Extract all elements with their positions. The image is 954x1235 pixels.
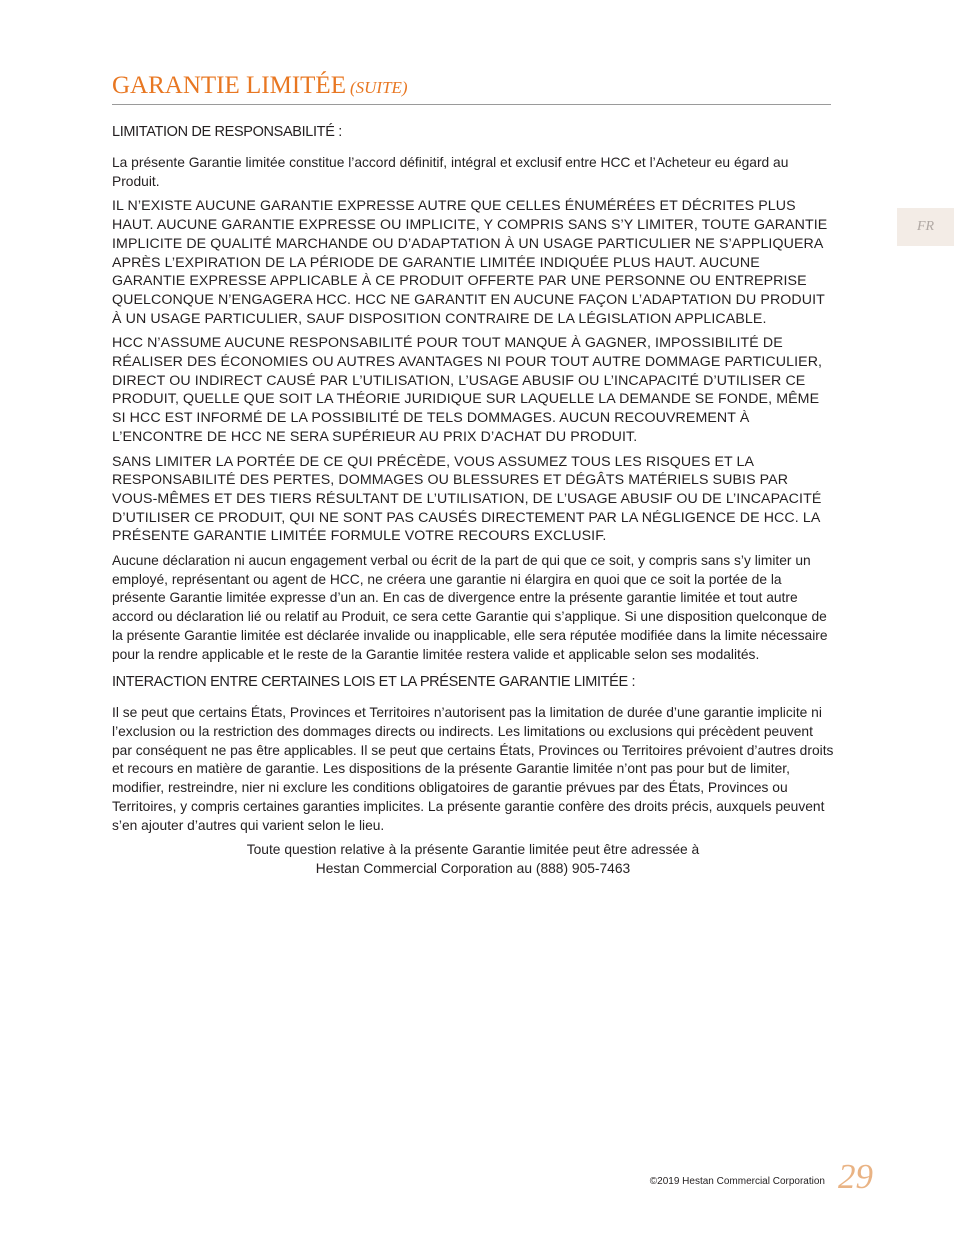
paragraph-no-declaration: Aucune déclaration ni aucun engagement verbal ou écrit de la part de qui que ce soit, y compris sans s’y limiter un employé, représentant ou agent de HCC, ne créera une garantie ni élargira en quoi que ce soit la portée de la présente Garantie limitée expresse d’un an. En cas de divergence entre la présente garantie limitée et tout autre accord ou déclaration lié ou relatif au Produit, ce sera cette Garantie qui s’applique. Si une disposition quelconque de la présente Garantie limitée est déclarée invalide ou inapplicable, elle sera réputée modifiée dans la limite nécessaire pour la rendre applicable et le reste de la Garantie limitée restera valide et applicable selon ses modalités. bbox=[112, 553, 828, 662]
paragraph-no-express-warranty: IL N’EXISTE AUCUNE GARANTIE EXPRESSE AUTRE QUE CELLES ÉNUMÉRÉES ET DÉCRITES PLUS HAUT. AUCUNE GARANTIE EXPRESSE OU IMPLICITE, Y COMPRIS SANS S’Y LIMITER, TOUTE GARANTIE IMPLICITE DE QUALITÉ MARCHANDE OU D’ADAPTATION À UN USAGE PARTICULIER NE S’APPLIQUERA APRÈS L’EXPIRATION DE LA PÉRIODE DE GARANTIE LIMITÉE INDIQUÉE PLUS HAUT. AUCUNE GARANTIE EXPRESSE APPLICABLE À CE PRODUIT OFFERTE PAR UNE PERSONNE OU ENTREPRISE QUELCONQUE N’ENGAGERA HCC. HCC NE GARANTIT EN AUCUNE FAÇON L’ADAPTATION DU PRODUIT À UN USAGE PARTICULIER, SAUF DISPOSITION CONTRAIRE DE LA LÉGISLATION APPLICABLE. bbox=[112, 198, 828, 327]
contact-info bbox=[112, 841, 834, 878]
paragraph-state-laws: Il se peut que certains États, Provinces et Territoires n’autorisent pas la limitation de durée d’une garantie implicite ni l’exclusion ou la restriction des dommages directs ou indirects. Les limitations ou exclusions qui précèdent peuvent par conséquent ne pas être applicables. Il se peut que certains États, Provinces ou Territoires prévoient d’autres droits et recours en matière de garantie. Les dispositions de la présente Garantie limitée n’ont pas pour but de limiter, modifier, restreindre, nier ni exclure les conditions obligatoires de garantie prévues par des États, Provinces ou Territoires, y compris certaines garanties implicites. La présente garantie confère des droits précis, auxquels peuvent s’en ajouter d’autres qui varient selon le lieu. bbox=[112, 705, 834, 833]
page-content bbox=[112, 122, 834, 879]
contact-line-1: Toute question relative à la présente Garantie limitée peut être adressée à bbox=[246, 842, 700, 858]
language-tab-fr[interactable]: FR bbox=[897, 208, 954, 246]
paragraph-accord: La présente Garantie limitée constitue l’accord définitif, intégral et exclusif entre HCC et l’Acheteur eu égard au Produit. bbox=[112, 155, 789, 189]
page-title-text: GARANTIE LIMITÉE bbox=[112, 72, 346, 99]
footer-copyright: ©2019 Hestan Commercial Corporation bbox=[649, 1176, 825, 1187]
section-heading-limitation: LIMITATION DE RESPONSABILITÉ : bbox=[112, 124, 342, 140]
page-title bbox=[112, 72, 831, 105]
paragraph-no-liability: HCC N’ASSUME AUCUNE RESPONSABILITÉ POUR TOUT MANQUE À GAGNER, IMPOSSIBILITÉ DE RÉALISER DES ÉCONOMIES OU AUTRES AVANTAGES NI POUR TOUT AUTRE DOMMAGE PARTICULIER, DIRECT OU INDIRECT CAUSÉ PAR L’UTILISATION, L’USAGE ABUSIF OU L’INCAPACITÉ D’UTILISER CE PRODUIT, QUELLE QUE SOIT LA THÉORIE JURIDIQUE SUR LAQUELLE LA DEMANDE SE FONDE, MÊME SI HCC EST INFORMÉ DE LA POSSIBILITÉ DE TELS DOMMAGES. AUCUN RECOUVREMENT À L’ENCONTRE DE HCC NE SERA SUPÉRIEUR AU PRIX D’ACHAT DU PRODUIT. bbox=[112, 335, 823, 445]
page-number: 29 bbox=[838, 1157, 873, 1196]
page-title-suite: (SUITE) bbox=[349, 78, 408, 97]
section-heading-interaction: INTERACTION ENTRE CERTAINES LOIS ET LA PRÉSENTE GARANTIE LIMITÉE : bbox=[112, 674, 636, 691]
paragraph-assume-risks: SANS LIMITER LA PORTÉE DE CE QUI PRÉCÈDE, VOUS ASSUMEZ TOUS LES RISQUES ET LA RESPONSABILITÉ DES PERTES, DOMMAGES OU BLESSURES ET DÉGÂTS MATÉRIELS SUBIS PAR VOUS-MÊMES ET DES TIERS RÉSULTANT DE L’UTILISATION, DE L’USAGE ABUSIF OU DE L’INCAPACITÉ D’UTILISER CE PRODUIT, QUI NE SONT PAS CAUSÉS DIRECTEMENT PAR LA NÉGLIGENCE DE HCC. LA PRÉSENTE GARANTIE LIMITÉE FORMULE VOTRE RECOURS EXCLUSIF. bbox=[112, 453, 822, 545]
contact-line-2: Hestan Commercial Corporation au (888) 905-7463 bbox=[315, 860, 631, 876]
